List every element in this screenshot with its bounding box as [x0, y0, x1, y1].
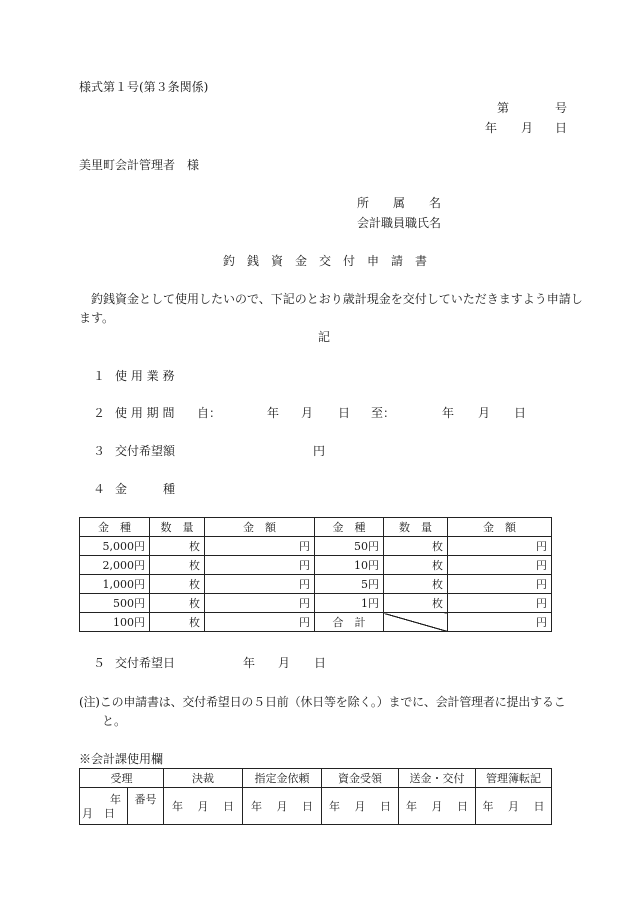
date-cell[interactable]: 年 月 日: [399, 788, 476, 825]
doc-number-go: 号: [555, 101, 568, 115]
table-row: [80, 556, 552, 575]
amount-cell[interactable]: 円: [448, 537, 552, 556]
item5-year: 年: [243, 656, 256, 670]
header-month: 月: [521, 121, 534, 135]
qty-cell[interactable]: 枚: [150, 556, 205, 575]
juri-number-cell[interactable]: 番号: [128, 788, 164, 825]
denom-cell: 2,000円: [80, 556, 150, 575]
juri-year: 年: [110, 793, 121, 806]
item2-to-month: 月: [478, 406, 491, 420]
header-kanribo: 管理簿転記: [476, 769, 552, 788]
qty-cell[interactable]: 枚: [384, 556, 448, 575]
qty-cell[interactable]: 枚: [150, 537, 205, 556]
denom-cell: 5円: [315, 575, 384, 594]
date-cell[interactable]: 年 月 日: [243, 788, 322, 825]
item2-from-year: 年: [267, 406, 280, 420]
header-denom-right: 金 種: [315, 518, 384, 537]
note-line1: (注)この申請書は、交付希望日の５日前（休日等を除く。）までに、会計管理者に提出するこ: [79, 695, 566, 709]
header-amount-left: 金 額: [205, 518, 315, 537]
amount-cell[interactable]: 円: [205, 556, 315, 575]
item5-label: 交付希望日: [115, 656, 176, 670]
qty-cell[interactable]: 枚: [384, 594, 448, 613]
header-denom-left: 金 種: [80, 518, 150, 537]
total-qty-crossed-cell: [384, 613, 448, 632]
item2-to-year: 年: [442, 406, 455, 420]
document-title: 釣 銭 資 金 交 付 申 請 書: [223, 254, 428, 268]
header-shiteikin: 指定金依頼: [243, 769, 322, 788]
header-year: 年: [485, 121, 498, 135]
addressee: 美里町会計管理者 様: [79, 158, 200, 172]
item5-number: ５: [93, 656, 106, 670]
amount-cell[interactable]: 円: [448, 556, 552, 575]
date-cell[interactable]: 年 月 日: [322, 788, 399, 825]
affiliation-label: 所 属 名: [357, 196, 442, 210]
header-juri: 受理: [80, 769, 164, 788]
item1-label: 使 用 業 務: [115, 369, 175, 383]
header-kessai: 決裁: [164, 769, 243, 788]
juri-date-cell[interactable]: [80, 788, 128, 825]
item4-label: 金 種: [115, 482, 176, 496]
table-row: [80, 575, 552, 594]
item3-yen: 円: [313, 444, 326, 458]
staff-name-label: 会計職員職氏名: [357, 216, 442, 230]
denom-cell: 10円: [315, 556, 384, 575]
amount-cell[interactable]: 円: [205, 575, 315, 594]
table-row: [80, 594, 552, 613]
denom-cell: 1,000円: [80, 575, 150, 594]
total-label: 合 計: [315, 613, 384, 632]
qty-cell[interactable]: 枚: [150, 575, 205, 594]
item2-to: 至：: [371, 406, 396, 420]
amount-cell[interactable]: 円: [205, 594, 315, 613]
note-line2: と。: [102, 714, 127, 728]
juri-monthday: 月 日: [82, 807, 115, 820]
denomination-table: [79, 517, 552, 632]
header-shikin-juryo: 資金受領: [322, 769, 399, 788]
amount-cell[interactable]: 円: [448, 575, 552, 594]
denom-cell: 5,000円: [80, 537, 150, 556]
amount-cell[interactable]: 円: [448, 594, 552, 613]
denom-cell: 50円: [315, 537, 384, 556]
item4-number: ４: [93, 482, 106, 496]
office-header-row: [80, 769, 552, 788]
date-cell[interactable]: 年 月 日: [476, 788, 552, 825]
header-sokin-kofu: 送金・交付: [399, 769, 476, 788]
qty-cell[interactable]: 枚: [150, 613, 205, 632]
office-use-title: ※会計課使用欄: [79, 752, 164, 766]
denom-cell: 1円: [315, 594, 384, 613]
doc-number-dai: 第: [497, 101, 510, 115]
item3-label: 交付希望額: [115, 444, 176, 458]
qty-cell[interactable]: 枚: [384, 537, 448, 556]
body-text-line1: 釣銭資金として使用したいので、下記のとおり歳計現金を交付していただきますよう申請し: [79, 292, 583, 306]
item1-number: １: [93, 369, 106, 383]
office-use-table: [79, 768, 552, 825]
qty-cell[interactable]: 枚: [384, 575, 448, 594]
office-date-row: [80, 788, 552, 825]
body-text-line2: ます。: [79, 311, 115, 325]
date-cell[interactable]: 年 月 日: [164, 788, 243, 825]
total-amount-cell[interactable]: 円: [448, 613, 552, 632]
table-row: [80, 537, 552, 556]
item2-from: 自：: [197, 406, 222, 420]
item2-from-day: 日: [338, 406, 351, 420]
item5-month: 月: [278, 656, 291, 670]
table-row: [80, 613, 552, 632]
header-qty-right: 数 量: [384, 518, 448, 537]
header-amount-right: 金 額: [448, 518, 552, 537]
item5-day: 日: [314, 656, 327, 670]
amount-cell[interactable]: 円: [205, 537, 315, 556]
header-qty-left: 数 量: [150, 518, 205, 537]
ki-label: 記: [318, 330, 331, 344]
amount-cell[interactable]: 円: [205, 613, 315, 632]
form-number: 様式第１号(第３条関係): [79, 80, 209, 94]
denomination-header-row: [80, 518, 552, 537]
qty-cell[interactable]: 枚: [150, 594, 205, 613]
item2-label: 使 用 期 間: [115, 406, 175, 420]
denom-cell: 500円: [80, 594, 150, 613]
item2-from-month: 月: [301, 406, 314, 420]
item2-number: ２: [93, 406, 106, 420]
denom-cell: 100円: [80, 613, 150, 632]
item3-number: ３: [93, 444, 106, 458]
item2-to-day: 日: [514, 406, 527, 420]
header-day: 日: [555, 121, 568, 135]
